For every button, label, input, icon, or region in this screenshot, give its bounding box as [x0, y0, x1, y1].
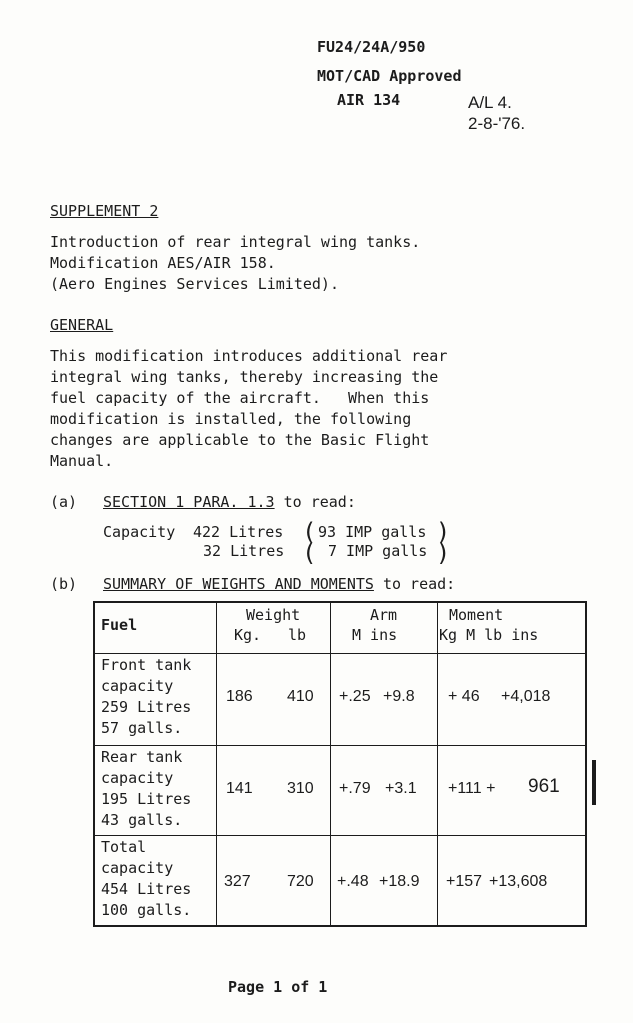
fuel-cell-line: Rear tank [101, 748, 183, 766]
header-arm: Arm [370, 606, 398, 624]
row-divider [93, 745, 587, 746]
amendment-number: A/L 4. [468, 93, 512, 112]
header-fuel: Fuel [101, 616, 138, 634]
fuel-cell-line: 43 galls. [101, 811, 183, 829]
item-a-suffix: to read: [274, 493, 356, 511]
fuel-cell-line: Front tank [101, 656, 192, 674]
fuel-cell-line: 100 galls. [101, 901, 192, 919]
table-border-top [93, 601, 587, 603]
right-brace: ) [438, 539, 448, 567]
item-a-heading-line [103, 493, 356, 512]
arm-in-cell: +9.8 [383, 688, 415, 705]
change-bar [592, 760, 596, 805]
air-number: AIR 134 [337, 91, 401, 109]
fuel-cell-line: 195 Litres [101, 790, 192, 808]
arm-m-cell: +.48 [337, 873, 369, 890]
weight-lb-cell: 720 [287, 873, 314, 890]
fuel-cell-line: 57 galls. [101, 719, 183, 737]
fuel-cell-line: 259 Litres [101, 698, 192, 716]
left-brace: ( [305, 518, 315, 546]
approval-text: MOT/CAD Approved [317, 67, 462, 85]
fuel-cell-line: 454 Litres [101, 880, 192, 898]
item-b-suffix: to read: [373, 575, 456, 593]
item-a-heading: SECTION 1 PARA. 1.3 [103, 493, 275, 511]
page-number: Page 1 of 1 [228, 978, 328, 996]
header-weight-lb: lb [288, 626, 307, 644]
capacity-row2-galls: 7 IMP galls [328, 542, 428, 560]
arm-in-cell: +18.9 [379, 873, 420, 890]
general-line-2: integral wing tanks, thereby increasing the [50, 368, 439, 386]
weight-lb-cell: 310 [287, 780, 314, 797]
header-weight: Weight [246, 606, 301, 624]
fuel-cell-line: capacity [101, 769, 174, 787]
item-b-label: (b) [50, 575, 78, 593]
capacity-row1-galls: 93 IMP galls [318, 523, 427, 541]
moment-lbin-cell: 961 [528, 776, 560, 797]
reference-number: FU24/24A/950 [317, 38, 426, 56]
header-arm-units: M ins [352, 626, 398, 644]
supplement-title: SUPPLEMENT 2 [50, 202, 159, 220]
header-moment: Moment [449, 606, 504, 624]
general-line-1: This modification introduces additional rear [50, 347, 448, 365]
supplement-line-1: Introduction of rear integral wing tanks. [50, 233, 421, 251]
supplement-line-2: Modification AES/AIR 158. [50, 254, 276, 272]
right-brace: ) [438, 518, 448, 546]
arm-m-cell: +.79 [339, 780, 371, 797]
general-line-4: modification is installed, the following [50, 410, 412, 428]
moment-kgm-cell: +157 [446, 873, 483, 890]
left-brace: ( [305, 539, 315, 567]
column-divider [216, 601, 217, 927]
weight-kg-cell: 141 [226, 780, 253, 797]
table-border-right [585, 601, 587, 927]
capacity-row1-litres: 422 Litres [193, 523, 284, 541]
header-moment-units: Kg M lb ins [439, 626, 539, 644]
table-border-bottom [93, 925, 587, 927]
moment-kgm-cell: +111 + [448, 780, 496, 797]
row-divider [93, 835, 587, 836]
fuel-cell-line: Total [101, 838, 147, 856]
capacity-row2-litres: 32 Litres [203, 542, 285, 560]
table-border-left [93, 601, 95, 927]
moment-kgm-cell: + 46 [448, 688, 480, 705]
capacity-label: Capacity [103, 523, 176, 541]
header-weight-kg: Kg. [234, 626, 262, 644]
fuel-cell-line: capacity [101, 859, 174, 877]
column-divider [330, 601, 331, 927]
item-b-heading-line [103, 575, 455, 594]
weight-kg-cell: 327 [224, 873, 251, 890]
general-line-5: changes are applicable to the Basic Flight [50, 431, 430, 449]
row-divider [93, 653, 587, 654]
column-divider [437, 601, 438, 927]
general-line-6: Manual. [50, 452, 114, 470]
fuel-cell-line: capacity [101, 677, 174, 695]
moment-lbin-cell: +4,018 [501, 688, 551, 705]
arm-in-cell: +3.1 [385, 780, 417, 797]
arm-m-cell: +.25 [339, 688, 371, 705]
item-a-label: (a) [50, 493, 78, 511]
weight-lb-cell: 410 [287, 688, 314, 705]
moment-lbin-cell: +13,608 [489, 873, 548, 890]
supplement-line-3: (Aero Engines Services Limited). [50, 275, 339, 293]
weight-kg-cell: 186 [226, 688, 253, 705]
amendment-date: 2-8-'76. [468, 114, 526, 133]
item-b-heading: SUMMARY OF WEIGHTS AND MOMENTS [103, 575, 374, 593]
general-heading: GENERAL [50, 316, 114, 334]
general-line-3: fuel capacity of the aircraft. When this [50, 389, 430, 407]
